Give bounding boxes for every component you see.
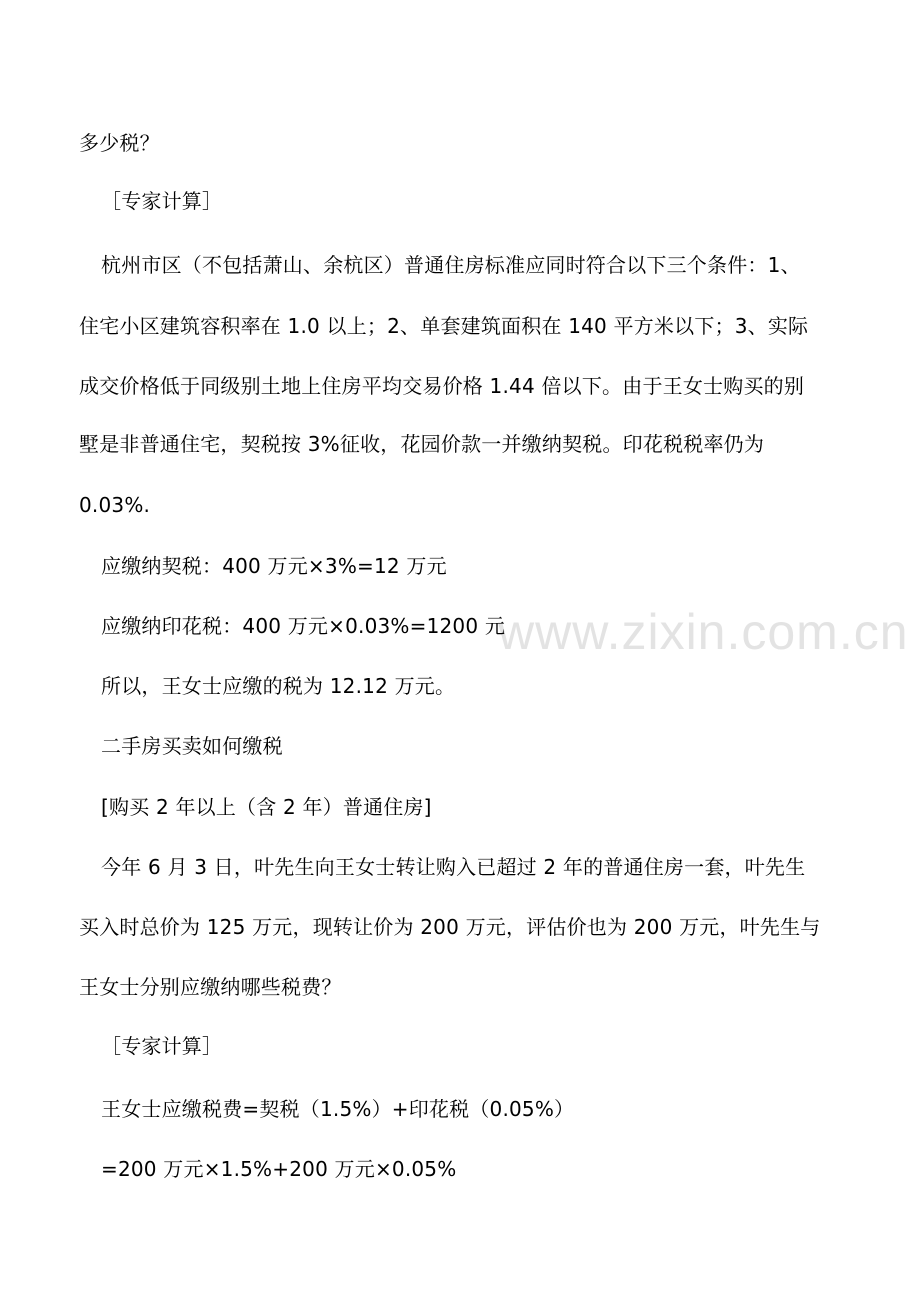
watermark: www.zixin.com.cn bbox=[498, 604, 909, 660]
text-line: 王女士分别应缴纳哪些税费？ bbox=[79, 975, 342, 999]
text-line: 买入时总价为 125 万元，现转让价为 200 万元，评估价也为 200 万元，叶先生与 bbox=[79, 915, 821, 939]
text-line: 多少税？ bbox=[79, 131, 160, 155]
text-line: [购买 2 年以上（含 2 年）普通住房] bbox=[101, 795, 432, 819]
text-line: ［专家计算］ bbox=[101, 1034, 223, 1058]
text-line: ［专家计算］ bbox=[101, 189, 223, 213]
text-line: 墅是非普通住宅，契税按 3%征收，花园价款一并缴纳契税。印花税税率仍为 bbox=[79, 432, 765, 456]
text-line: 王女士应缴税费=契税（1.5%）+印花税（0.05%） bbox=[101, 1097, 575, 1121]
text-line: 所以，王女士应缴的税为 12.12 万元。 bbox=[101, 674, 456, 698]
text-line: 杭州市区（不包括萧山、余杭区）普通住房标准应同时符合以下三个条件：1、 bbox=[101, 253, 801, 277]
text-line: 今年 6 月 3 日，叶先生向王女士转让购入已超过 2 年的普通住房一套，叶先生 bbox=[101, 855, 806, 879]
text-line: 二手房买卖如何缴税 bbox=[101, 734, 283, 758]
text-line: 应缴纳印花税：400 万元×0.03%=1200 元 bbox=[101, 614, 506, 638]
text-line: =200 万元×1.5%+200 万元×0.05% bbox=[101, 1157, 457, 1181]
text-line: 成交价格低于同级别土地上住房平均交易价格 1.44 倍以下。由于王女士购买的别 bbox=[79, 374, 805, 398]
text-line: 应缴纳契税：400 万元×3%=12 万元 bbox=[101, 554, 447, 578]
text-line: 住宅小区建筑容积率在 1.0 以上；2、单套建筑面积在 140 平方米以下；3、实际 bbox=[79, 314, 809, 338]
text-line: 0.03%. bbox=[79, 493, 151, 517]
